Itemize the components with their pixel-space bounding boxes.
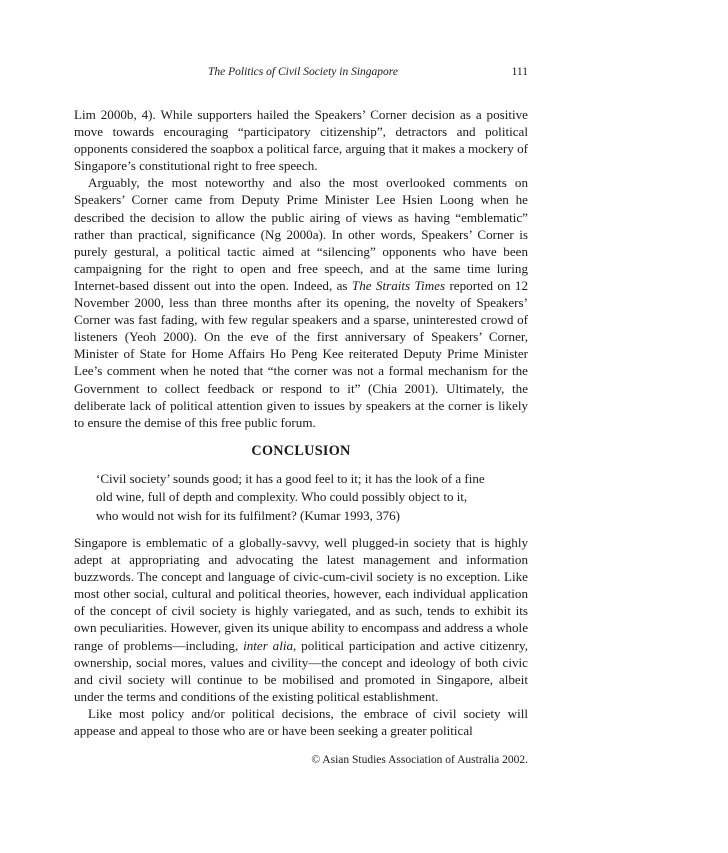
paragraph-text: , political participation and active citizenry, ownership, social mores, values and civility—the concept and ideology of both civic and civil society will continue to be mobilised and promoted in Singapore, albeit under the terms and conditions of the existing political establishment. <box>74 637 528 704</box>
quote-line: ‘Civil society’ sounds good; it has a good feel to it; it has the look of a fine <box>96 471 485 486</box>
latin-phrase: inter alia <box>243 637 294 653</box>
running-head <box>74 64 528 80</box>
running-head-title: The Politics of Civil Society in Singapore <box>208 66 398 78</box>
page-number: 111 <box>511 66 528 78</box>
section-heading-conclusion: CONCLUSION <box>251 443 351 459</box>
paragraph-text: reported on 12 November 2000, less than three months after its opening, the novelty of Speakers’ Corner was fast fading, with few regular speakers and a sparse, uninterested crowd of listeners (Yeoh 2000). On the eve of the first anniversary of Speakers’ Corner, Minister of State for Home Affairs Ho Peng Kee reiterated Deputy Prime Minister Lee’s comment when he noted that “the corner was not a formal mechanism for the Government to collect feedback or respond to it” (Chia 2001). Ultimately, the deliberate lack of political attention given to issues by speakers at the corner is likely to ensure the demise of this free public forum. <box>74 277 528 430</box>
paragraph-text: Like most policy and/or political decisions, the embrace of civil society will appease and appeal to those who are or have been seeking a greater political <box>74 705 528 739</box>
body-text-section-1 <box>74 106 528 431</box>
block-quote <box>96 470 484 525</box>
quote-line: who would not wish for its fulfilment? (Kumar 1993, 376) <box>96 507 401 523</box>
quote-line: old wine, full of depth and complexity. Who could possibly object to it, <box>96 489 468 505</box>
paragraph-speakers-corner-reception <box>74 106 528 174</box>
paragraph-text: Arguably, the most noteworthy and also the most overlooked comments on Speakers’ Corner came from Deputy Prime Minister Lee Hsien Loong when he described the decision to allow the public airing of views as having “emblematic” rather than practical, significance (Ng 2000a). In other words, Speakers’ Corner is purely gestural, a political tactic aimed at “silencing” opponents who have been campaigning for the right to open and free speech, and at the same time luring Internet-based dissent out into the open. Indeed, as <box>74 175 528 293</box>
paragraph-text: Singapore is emblematic of a globally-savvy, well plugged-in society that is highly adept at appropriating and advocating the latest management and information buzzwords. The concept and language of civic-cum-civil society is no exception. Like most other social, cultural and political theories, however, each individual application of the concept of civil society is highly variegated, and as such, tends to exhibit its own peculiarities. However, given its unique ability to encompass and address a whole range of problems—including, <box>74 535 529 653</box>
body-text-conclusion <box>74 534 528 739</box>
newspaper-title: The Straits Times <box>351 277 446 293</box>
paragraph-text: Lim 2000b, 4). While supporters hailed the Speakers’ Corner decision as a positive move towards encouraging “participatory citizenship”, detractors and political opponents considered the soapbox a political farce, arguing that it makes a mockery of Singapore’s constitutional right to free speech. <box>74 107 528 174</box>
paragraph-singapore-emblematic <box>74 534 528 705</box>
paragraph-emblematic-comments <box>74 174 528 430</box>
copyright-footer: © Asian Studies Association of Australia 2002. <box>311 754 528 766</box>
paragraph-policy-decisions <box>74 705 528 739</box>
